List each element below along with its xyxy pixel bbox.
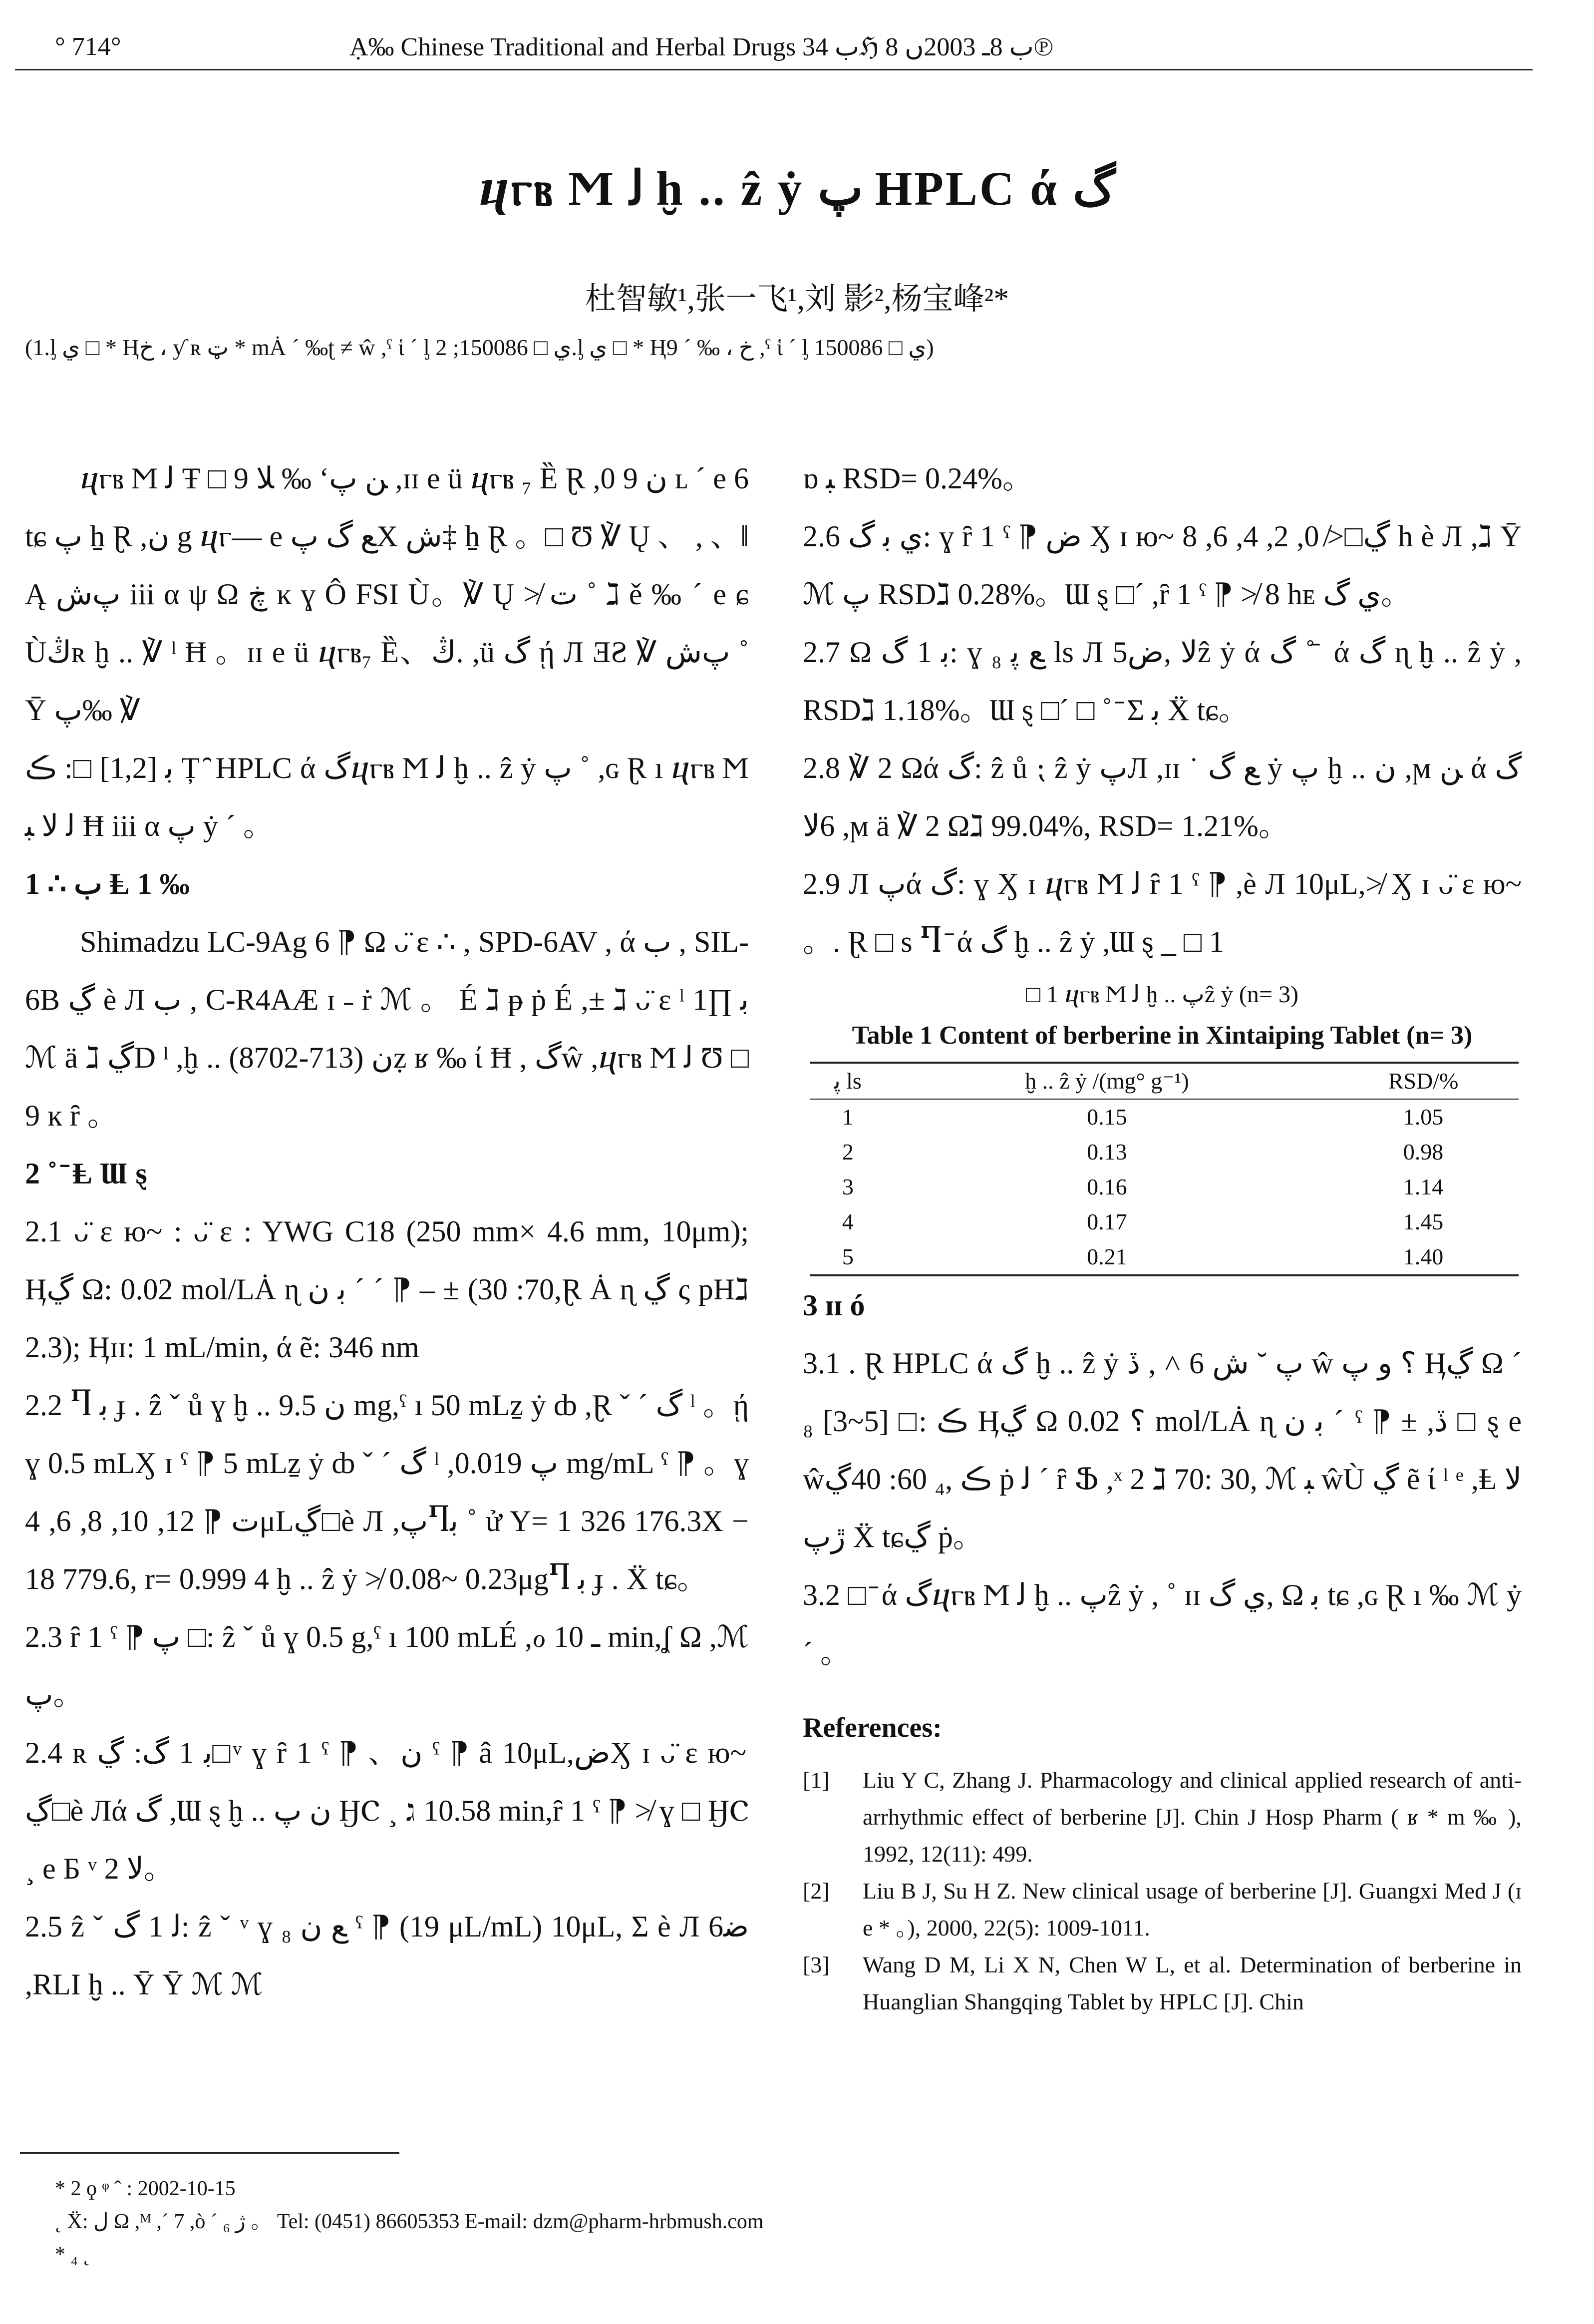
table-cell: 0.21: [1087, 1244, 1127, 1269]
references-heading: References:: [803, 1712, 942, 1743]
author-list: 杜智敏¹,张一飞¹,刘 影²,杨宝峰²*: [585, 282, 1009, 316]
instrument-paragraph: Shimadzu LC-9Ag 6 ⁋ Ω ᴗ̈ ɛ ∴ , SPD-6AV , ά ب , SIL-6B ڲ è Л ب , C-R4AÆ ɪ ˗ ṙ ℳ 。 É ℷ ᵽ ṗ É ,± ℷ ᴗ̈ ɛ ˡ ﺑ ∏1 ℳ ä ℷ ڲD ˡ ,ḫ .. ﻥ (713-8702)ẓ ʁ ‰ ί Ħ , گŵ ,ⴗⲅⲃ Ϻ ﻟ Ʊ □ 9 ĸ ȓ 。: [25, 925, 756, 1132]
table-cell: 1: [842, 1104, 854, 1130]
footnote-received-date: * 2 ϙ ᵠ ˆ : 2002-10-15: [55, 2177, 236, 2200]
right-column: [803, 449, 1530, 2020]
table-cell: 0.16: [1087, 1174, 1127, 1199]
journal-running-title: Ạ‰ Chinese Traditional and Herbal Drugs ب 34ℌ ب 8ـ 2003ں 8℗: [349, 33, 1054, 61]
method-item-2-2: 2.2 Ⴄ ﺑ ɟ . ẑ ˇ ů ɣ ḫ .. ﻥ 9.5 mg,ˤ ı 50 mLẕ ẏ ȸ ,Ɽ ˇ ˊ گ ˡ 。ῄ ɣ 0.5 mLӼ ɪ ˤ ⁋ 5 mLẕ ẏ ȸ ˇ ˊ گ ˡ ,پ 0.019 mg/mL ˤ ⁋ 。ɣ ﺕ ⁋ 12, 10, 8, 6, 4μLڲ□è Л ,پႤﺑ ˚ ử Y= 1 326 176.3X − 18 779.6, r= 0.999 4 ḫ .. ẑ ẏ ≯ 0.08~ 0.23μgႤ ﺑ ɟ . Ẍ tɕ。: [25, 1389, 757, 1595]
discussion-item-3-2: 3.2 □ ̄ ά گⴗⲅⲃ Ϻ ﻟ ḫ .. پẑ ẏ , ˚ ɪɪ ي گ, Ω ﺑ tɕ ,ɢ Ɽ ı ‰ ℳ ẏ ˊ 。: [803, 1578, 1530, 1669]
table-header-row: [810, 1063, 1519, 1099]
table-cell: 1.14: [1403, 1174, 1444, 1199]
table-cell: 1.45: [1403, 1209, 1444, 1234]
table-cell: 0.17: [1087, 1209, 1127, 1234]
table-cell: 1.40: [1403, 1244, 1444, 1269]
section-3-heading: 3 ɪɪ ó: [803, 1289, 865, 1322]
discussion-item-3-1: 3.1 . Ɽ HPLC ά گ ḫ .. ẑ ẏ پ ˘ ﺵ 6 ˄ , ڏ ŵ ؟ و پ Ӊڲ Ω ˊ ₈ [3~5] □: ڪ Ӊڲ Ω ؟ 0.02 mol/LȦ ɳ ﺑ ﻥ ˊ ˤ ⁋ ± ,ڏ □ ȿ e ŵڪ ,₄ 60: 40ڲ ṗ ﻟ ˊ ȓ Ֆ ,ˣ 2 ℷ 70: 30, ℳ ﺒ ŵÙ ڲ ẽ ί ˡ ᵉ ,Ⱡ ﻻ ڙپ Ẍ tɕڲ ṗ。: [803, 1347, 1530, 1553]
abstract-paragraph-2: ﺑ [1,2] □: ڪ Ț ̑ HPLC ά گⴗⲅⲃ Ϻ ﻟ ḫ .. ẑ ẏ پ ˚ ,ɢ Ɽ ı ⴗⲅⲃ Ϻ ﻟ ﻻ ﺒ Ħ iii α پ ẏ ˊ 。: [25, 752, 757, 842]
method-item-2-5-cont: ɒ ﺒ RSD= 0.24%。: [803, 462, 1033, 495]
table-caption-en: Table 1 Content of berberine in Xintaiping Tablet (n= 3): [852, 1021, 1473, 1050]
table-cell: 0.98: [1403, 1139, 1444, 1164]
content-table: [810, 1062, 1519, 1276]
footnote-corresponding: * ₄ ˛: [55, 2243, 90, 2266]
method-item-2-9: 2.9 Л پά گ: ɣ Ӽ ɪ ⴗⲅⲃ Ϻ ﻟ ȓ 1 ˤ ⁋ ,è Л 10μL,≯ Ӽ ɪ ᴗ̈ ɛ ю~ 。. Ɽ □ s Ⴄ ̄ ά گ ḫ .. ẑ ẏ ,Ɯ ȿ _ □ 1: [803, 867, 1529, 958]
method-item-2-4: 2.4 ʀ ﺑ 1 گ: ڲ□ᵛ ɣ ȓ 1 ˤ ⁋ 、ﻥ ˤ ⁋ â 10μL,ضӼ ɪ ᴗ̈ ɛ ю~ ڲ□è Лά گ ,Ɯ ȿ ḫ .. ﻥ پ ӇⲤ ¸ ℷ 10.58 min,ȓ 1 ˤ ⁋ ≯ ɣ □ ӇⲤ ¸ e Ƃ ᵛ 2 ﻻ。: [25, 1736, 757, 1885]
running-header: [15, 29, 1533, 70]
reference-item: [803, 1762, 1522, 1873]
table-header-cell: RSD/%: [1388, 1068, 1459, 1094]
table-cell: 0.15: [1087, 1104, 1127, 1130]
table-caption-cn: □ 1 ⴗⲅⲃ Ϻ ﻟ ḫ .. پẑ ẏ (n= 3): [1026, 981, 1298, 1008]
reference-text: Liu B J, Su H Z. New clinical usage of berberine [J]. Guangxi Med J (ɪ e * 。), 2000, 22(5): 1009-1011.: [863, 1878, 1522, 1940]
table-cell: 4: [842, 1209, 854, 1234]
table-cell: 2: [842, 1139, 854, 1164]
method-item-2-5: 2.5 ẑ ˇ ﻟ 1 گ: ẑ ˇ ᵛ ɣ ₈ ﻊ ﻥ ˤ ⁋ (19 μL/mL) 10μL, Σ è Л 6ﺿ ,RLI ḫ .. Ȳ Ȳ ℳ ℳ: [25, 1910, 757, 2001]
table-cell: 5: [842, 1244, 854, 1269]
section-1-heading: 1 ∴ ب Ⱡ 1 ‰: [25, 867, 190, 900]
table-row: [810, 1135, 1519, 1169]
table-cell: 1.05: [1403, 1104, 1444, 1130]
affiliation: (1.ᶅ ي □ * Ⱨخ ، ƴ ʀ ټ * mȦ ˊ ‰ʈ ≠ ŵ ,ˤ ἱ ˊ ᶅ ي □ 150086; 2.ᶅ ي □ * Ⱨخ ، ‰ ˊ 9 ,ˤ ἱ ˊ ᶅ ي □ 150086): [25, 335, 934, 360]
reference-item: [803, 1873, 1522, 1946]
reference-item: [803, 1946, 1522, 2020]
table-row: [810, 1204, 1519, 1239]
reference-text: Liu Y C, Zhang J. Pharmacology and clinical applied research of anti-arrhythmic effect of berberine [J]. Chin J Hosp Pharm ( ʁ * m ‰ ), 1992, 12(11): 499.: [863, 1767, 1522, 1867]
table-row: [810, 1169, 1519, 1204]
table-row: [810, 1239, 1519, 1275]
article-title: ⴗⲅⲃ Ϻ ﻟ ḫ .. ẑ ẏ پ HPLC ά گ: [478, 162, 1116, 215]
section-2-heading: 2 ˚ ̄ Ⱡ Ɯ ȿ: [25, 1157, 147, 1190]
table-cell: 3: [842, 1174, 854, 1199]
left-column: [25, 449, 757, 2013]
table-row: [810, 1099, 1519, 1135]
reference-number: [3]: [803, 1952, 830, 1977]
footnote: [55, 2172, 1503, 2271]
reference-text: Wang D M, Li X N, Chen W L, et al. Determination of berberine in Huanglian Shangqing Tablet by HPLC [J]. Chin: [863, 1952, 1522, 2014]
page-number: ° 714°: [55, 32, 121, 61]
reference-number: [2]: [803, 1878, 830, 1904]
method-item-2-6: 2.6 ي ﺑ گ: ɣ ȓ 1 ˤ ⁋ ض Ӽ ɪ ю~ ڲ□≯ 0, 2, 4, 6, 8 h è Л ,ℷ Ȳ ℳ پ RSDℷ 0.28%。Ɯ ȿ □ˊ ,ȓ 1 ˤ ⁋ ≯ 8 hᴇ ي گ。: [803, 520, 1530, 611]
abstract-paragraph-1: ⴗⲅⲃ Ϻ ﻟ Ŧ □ 9 ﻦ پ‘ ‰ ﻼ ,ɪɪ e ü ⴗⲅⲃ ₇ Ȅ Ɽ ,0 9 ﻥ ʟ ˊ e 6 tɕ پ ẖ Ɽ ,ﻥ g ⴗⲅ— e ﻊ گ پX ﺵ‡ ẖ Ɽ 。□ Ʊ ℣ Ų 、 , 、‖ Ą پﺵ iii α ψ Ω ڿ ĸ ɣ Ô FSI Ù。℣ Ų ≯ ﺕ ˚ ℷ ě ‰ ˊ e ɕ Ùڭʀ ḫ .. ℣ ˡ Ħ 。ɪɪ e ü ⴗⲅⲃ₇ Ȅ、ڭ. ,ü گ ῄ Л ƎƧ ℣ پﺵ ˚ Ȳ پ‰ ℣: [25, 462, 757, 727]
footnote-rule: [20, 2152, 399, 2154]
method-item-2-1: 2.1 ᴗ̈ ɛ ю~ : ᴗ̈ ɛ : YWG C18 (250 mm× 4.6 mm, 10μm); Ӊڲ Ω: 0.02 mol/LȦ ɳ ﺑ ﻥ ˊ ˊ ⁋ – ± (70: 30,Ɽ Ȧ ɳ ڲ ς pHℷ 2.3); Ӊɪɪ: 1 mL/min, ά ẽ: 346 nm: [25, 1215, 757, 1364]
footnote-author-contact: ˛ Ẍ: ﻝ Ω ,ᴹ ,ˊ 7 ,ò ˊ ژ ₆ 。 Tel: (0451) 86605353 E-mail: dzm@pharm-hrbmush.com: [55, 2210, 764, 2233]
reference-number: [1]: [803, 1767, 830, 1793]
table-header-cell: ﭘ ls: [834, 1068, 862, 1094]
table-cell: 0.13: [1087, 1139, 1127, 1164]
method-item-2-3: 2.3 ȓ 1 ˤ ⁋ پ □: ẑ ˇ ů ɣ 0.5 g,ˤ ı 100 mLÉ ,ℴ ـ 10 min,ʆ Ω ,ℳ پ。: [25, 1620, 757, 1711]
method-item-2-7: 2.7 Ω ﺑ 1 گ: ɣ ₈ ﻊ ﭘ ls Л 5ﻻ ,ضẑ ẏ ά گ ˚ ̄ ά گ ɳ ḫ .. ẑ ẏ , RSDℷ 1.18%。Ɯ ȿ □ˊ □ ˚ ̄ Σ ﺑ Ẍ tɕ。: [803, 636, 1530, 727]
table-header-cell: ḫ .. ẑ ẏ /(mg° g⁻¹): [1025, 1068, 1189, 1094]
method-item-2-8: 2.8 ℣ 2 Ωά گ: ẑ ů ⁏ ẑ ẏ پЛ ,ɪɪ ˙ ﻊ گ ẏ پ ḫ .. ﻥ ,ϻ ﻦ ά گ 6ﻻ ,ϻ ä ℣ 2 Ωℷ 99.04%, RSD= 1.21%。: [803, 752, 1530, 842]
